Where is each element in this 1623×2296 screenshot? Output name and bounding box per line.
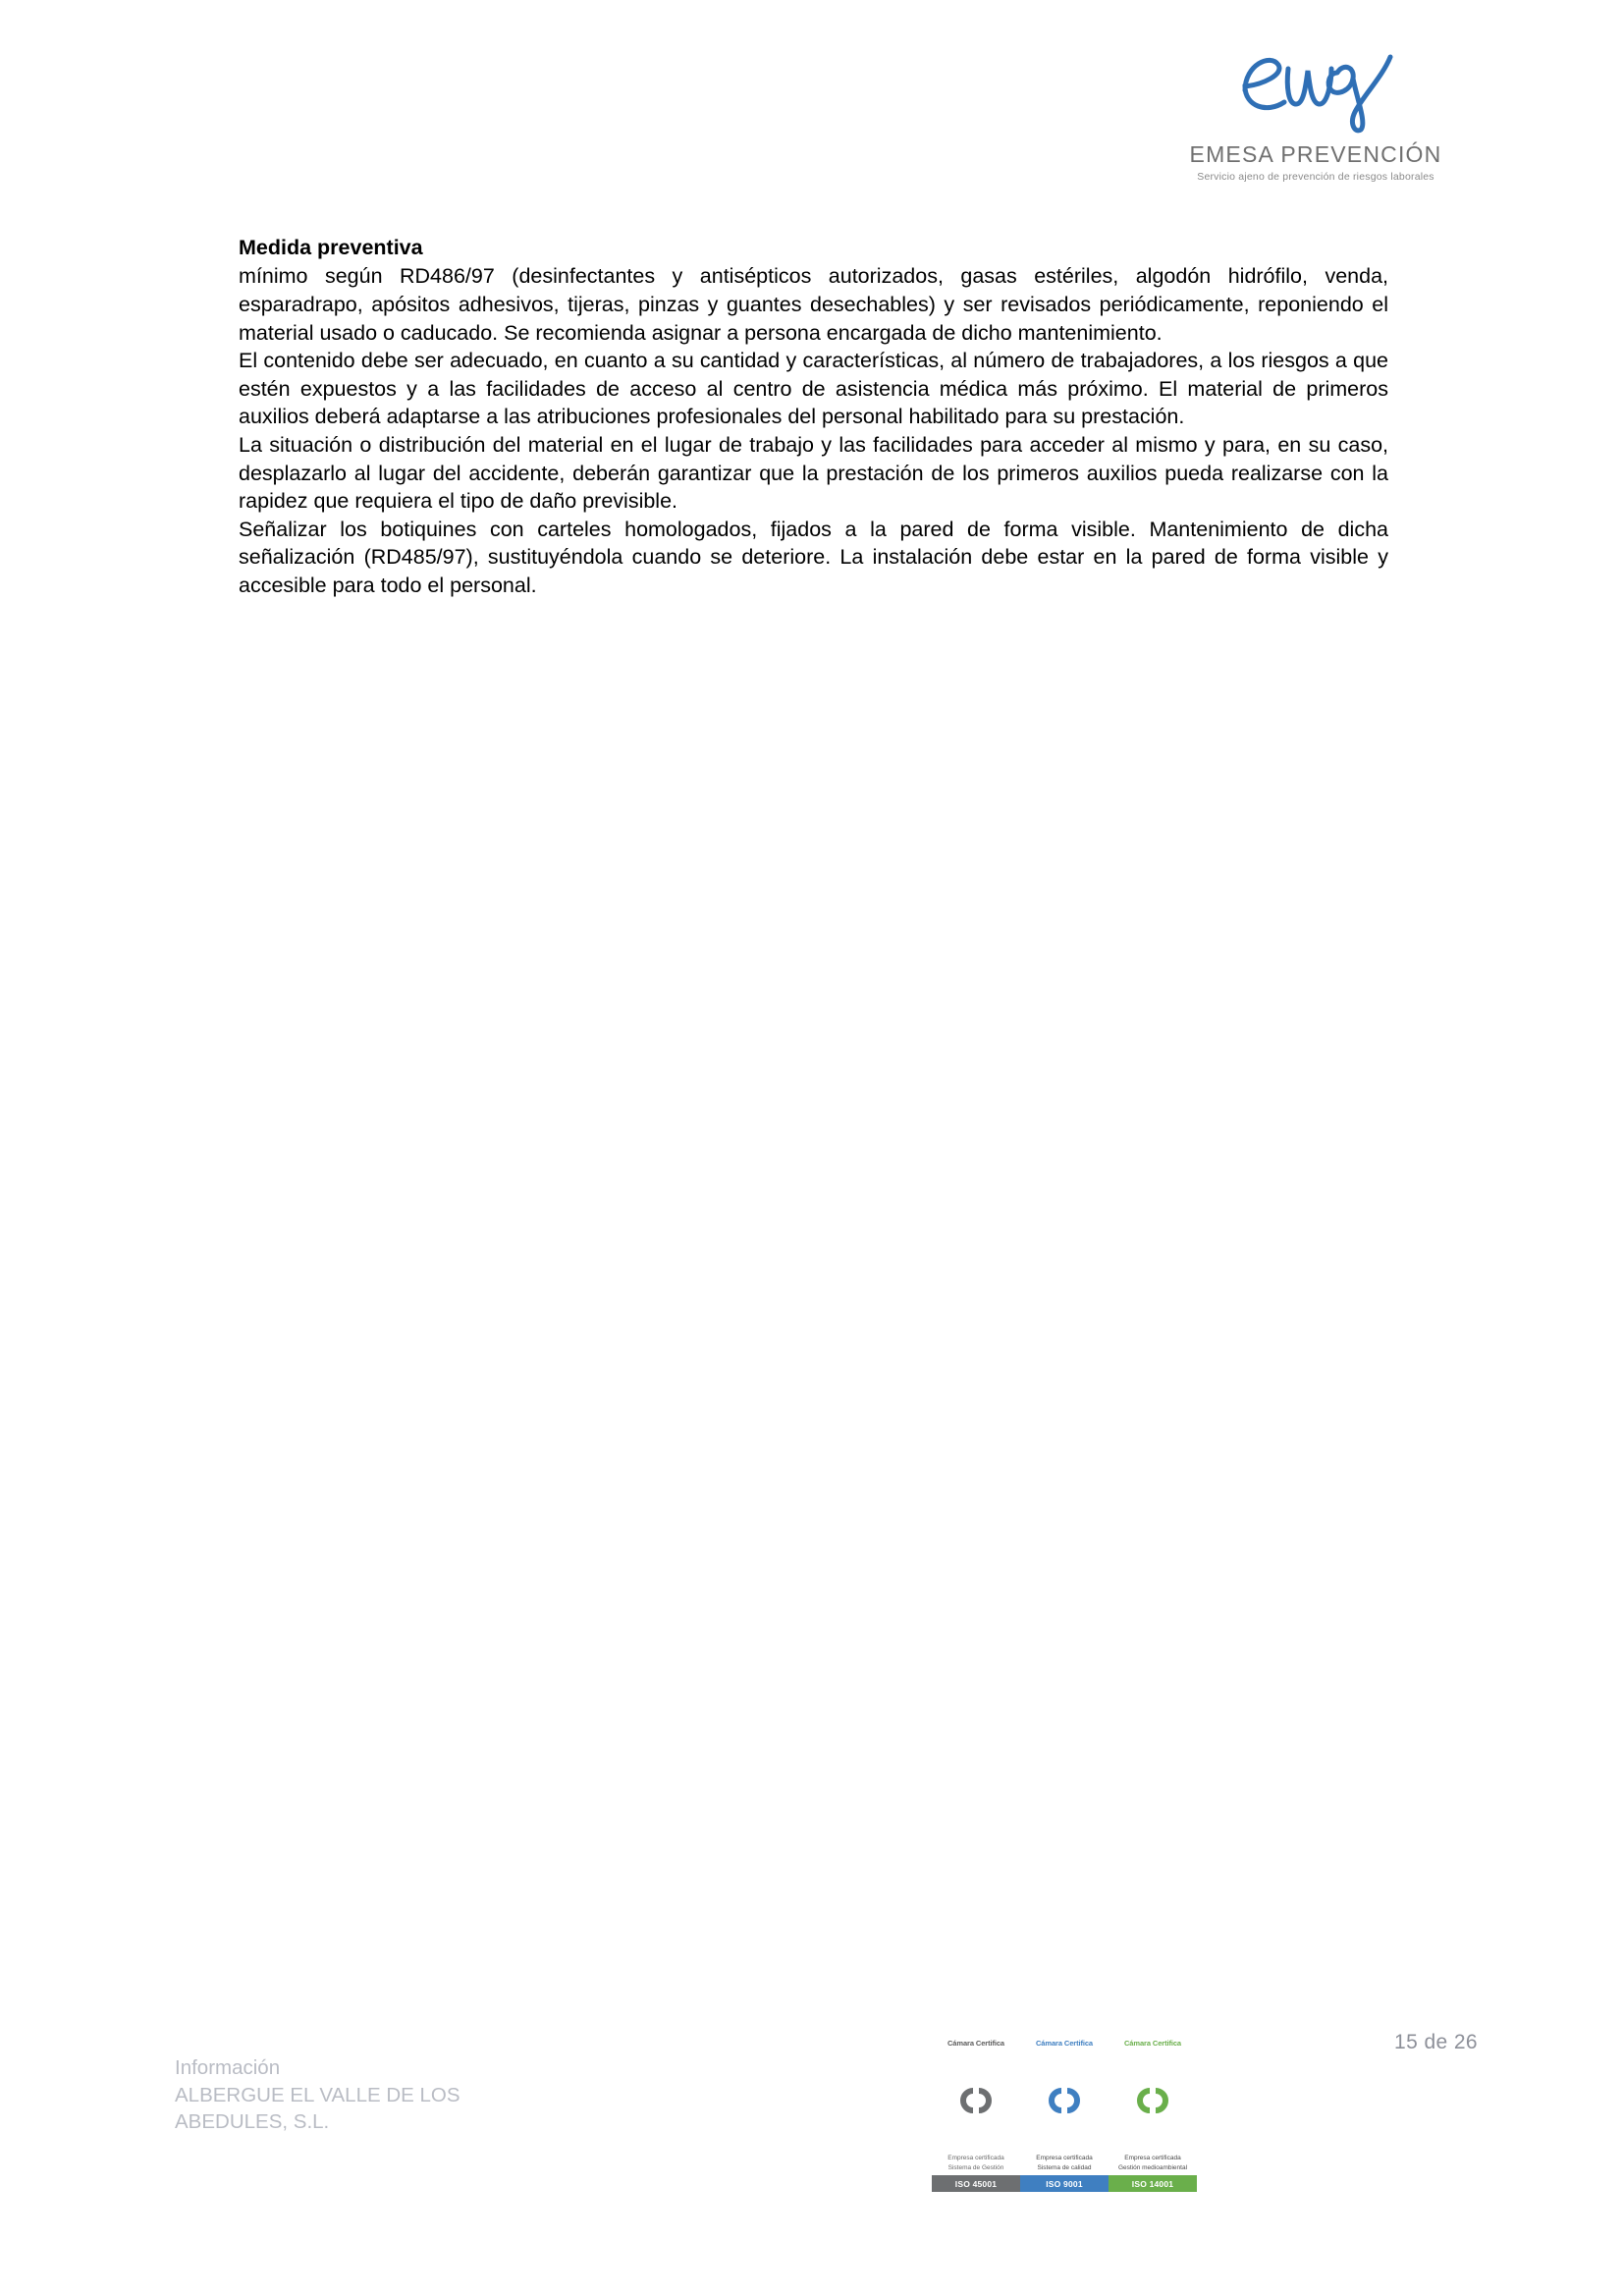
cert-subtitle-line-1: Empresa certificada — [1036, 2155, 1093, 2162]
cert-subtitle — [932, 2154, 1020, 2175]
page-number: 15 de 26 — [1394, 2031, 1478, 2053]
cert-standard: ISO 14001 — [1109, 2175, 1197, 2192]
cert-subtitle-line-1: Empresa certificada — [1124, 2155, 1181, 2162]
certification-badge — [1109, 2035, 1197, 2192]
emesa-script-logo-icon — [1154, 29, 1478, 136]
cert-title: Cámara Certifica — [947, 2039, 1004, 2048]
page-title: Medida preventiva — [239, 236, 423, 259]
cert-subtitle-line-2: Sistema de Gestión — [947, 2163, 1004, 2171]
cert-standard: ISO 45001 — [932, 2175, 1020, 2192]
footer-client-line-2: ABEDULES, S.L. — [175, 2110, 330, 2134]
company-logo-block — [1154, 29, 1478, 183]
footer-label: Información — [175, 2056, 281, 2079]
footer-client-line-1: ALBERGUE EL VALLE DE LOS — [175, 2083, 460, 2106]
certification-badge — [932, 2035, 1020, 2192]
cert-subtitle — [1109, 2154, 1197, 2175]
company-name: EMESA PREVENCIÓN — [1189, 141, 1442, 167]
camara-certifica-logo-icon — [1038, 2048, 1091, 2154]
cert-subtitle-line-1: Empresa certificada — [947, 2155, 1004, 2162]
paragraph-2: El contenido debe ser adecuado, en cuanto a su cantidad y características, al número de trabajadores, a los riesgos a que estén expuestos y a las facilidades de acceso al centro de asistencia médica más próximo. El material de primeros auxilios deberá adaptarse a las atribuciones profesionales del personal habilitado para su prestación. — [239, 349, 1388, 429]
camara-certifica-logo-icon — [949, 2048, 1002, 2154]
cert-subtitle-line-2: Gestión medioambiental — [1117, 2163, 1188, 2171]
paragraph-3: La situación o distribución del material en el lugar de trabajo y las facilidades para acceder al mismo y para, en su caso, desplazarlo al lugar del accidente, deberán garantizar que la prestación de los primeros auxilios pueda realizarse con la rapidez que requiera el tipo de daño previsible. — [239, 432, 1388, 514]
document-body — [239, 234, 1388, 600]
camara-certifica-logo-icon — [1126, 2048, 1179, 2154]
certification-badges — [932, 2035, 1197, 2192]
cert-title: Cámara Certifica — [1123, 2039, 1181, 2048]
certification-badge — [1020, 2035, 1109, 2192]
cert-title: Cámara Certifica — [1035, 2039, 1093, 2048]
footer-client-block — [175, 2054, 597, 2136]
cert-subtitle-line-2: Sistema de calidad — [1037, 2163, 1092, 2171]
paragraph-1: mínimo según RD486/97 (desinfectantes y antisépticos autorizados, gasas estériles, algodón hidrófilo, venda, esparadrapo, apósitos adhesivos, tijeras, pinzas y guantes desechables) y ser revisados periódicamente, reponiendo el material usado o caducado. Se recomienda asignar a persona encargada de dicho mantenimiento. — [239, 264, 1388, 345]
company-tagline: Servicio ajeno de prevención de riesgos laborales — [1197, 171, 1434, 183]
cert-standard: ISO 9001 — [1020, 2175, 1109, 2192]
paragraph-4: Señalizar los botiquines con carteles homologados, fijados a la pared de forma visible. Mantenimiento de dicha señalización (RD485/97), sustituyéndola cuando se deteriore. La instalación debe estar en la pared de forma visible y accesible para todo el personal. — [239, 517, 1388, 597]
cert-subtitle — [1020, 2154, 1109, 2175]
